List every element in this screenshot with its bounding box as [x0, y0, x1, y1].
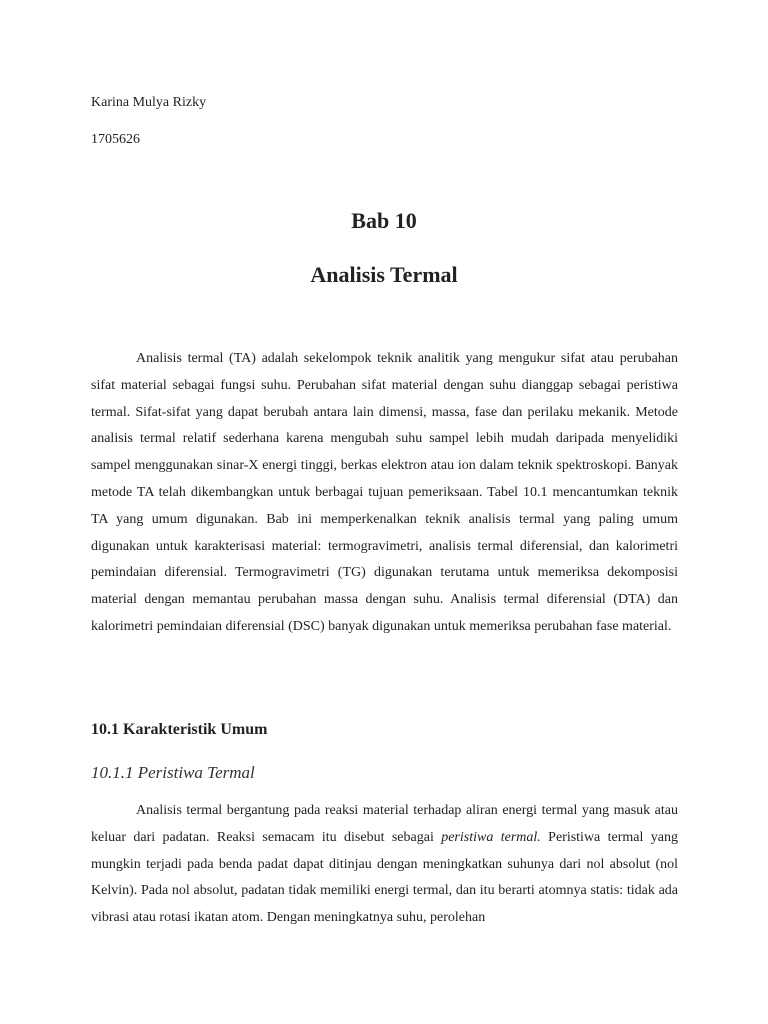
paragraph-text-part2: Peristiwa termal yang mungkin terjadi pada benda padat dapat ditinjau dengan meningkatkan suhunya dari nol absolut (nol Kelvin). Pada nol absolut, padatan tidak memiliki energi termal, dan itu berarti atomnya statis: tidak ada vibrasi atau rotasi ikatan atom. Dengan meningkatnya suhu, perolehan — [91, 829, 679, 926]
chapter-title: Analisis Termal — [310, 262, 458, 287]
author-name: Karina Mulya Rizky — [91, 95, 207, 110]
subsection-heading: 10.1.1 Peristiwa Termal — [91, 763, 255, 782]
chapter-number: Bab 10 — [351, 208, 417, 233]
student-id: 1705626 — [91, 132, 140, 147]
intro-paragraph: Analisis termal (TA) adalah sekelompok teknik analitik yang mengukur sifat atau perubahan sifat material sebagai fungsi suhu. Perubahan sifat material dengan suhu dianggap sebagai peristiwa termal. Sifat-sifat yang dapat berubah antara lain dimensi, massa, fase dan perilaku mekanik. Metode analisis termal relatif sederhana karena mengubah suhu sampel lebih mudah daripada menyelidiki sampel menggunakan sinar-X energi tinggi, berkas elektron atau ion dalam teknik spektroskopi. Banyak metode TA telah dikembangkan untuk berbagai tujuan pemeriksaan. Tabel 10.1 mencantumkan teknik TA yang umum digunakan. Bab ini memperkenalkan teknik analisis termal yang paling umum digunakan untuk karakterisasi material: termogravimetri, analisis termal diferensial, dan kalorimetri pemindaian diferensial. Termogravimetri (TG) digunakan terutama untuk memeriksa dekomposisi material dengan memantau perubahan massa dengan suhu. Analisis termal diferensial (DTA) dan kalorimetri pemindaian diferensial (DSC) banyak digunakan untuk memeriksa perubahan fase material. — [91, 351, 678, 634]
body-paragraph — [91, 798, 678, 932]
paragraph-text-part1: Analisis termal bergantung pada reaksi material terhadap aliran energi termal yang masuk atau keluar dari padatan. Reaksi semacam itu disebut sebagai — [91, 803, 678, 845]
paragraph-emphasis: peristiwa termal. — [441, 829, 541, 845]
section-heading: 10.1 Karakteristik Umum — [91, 721, 268, 738]
